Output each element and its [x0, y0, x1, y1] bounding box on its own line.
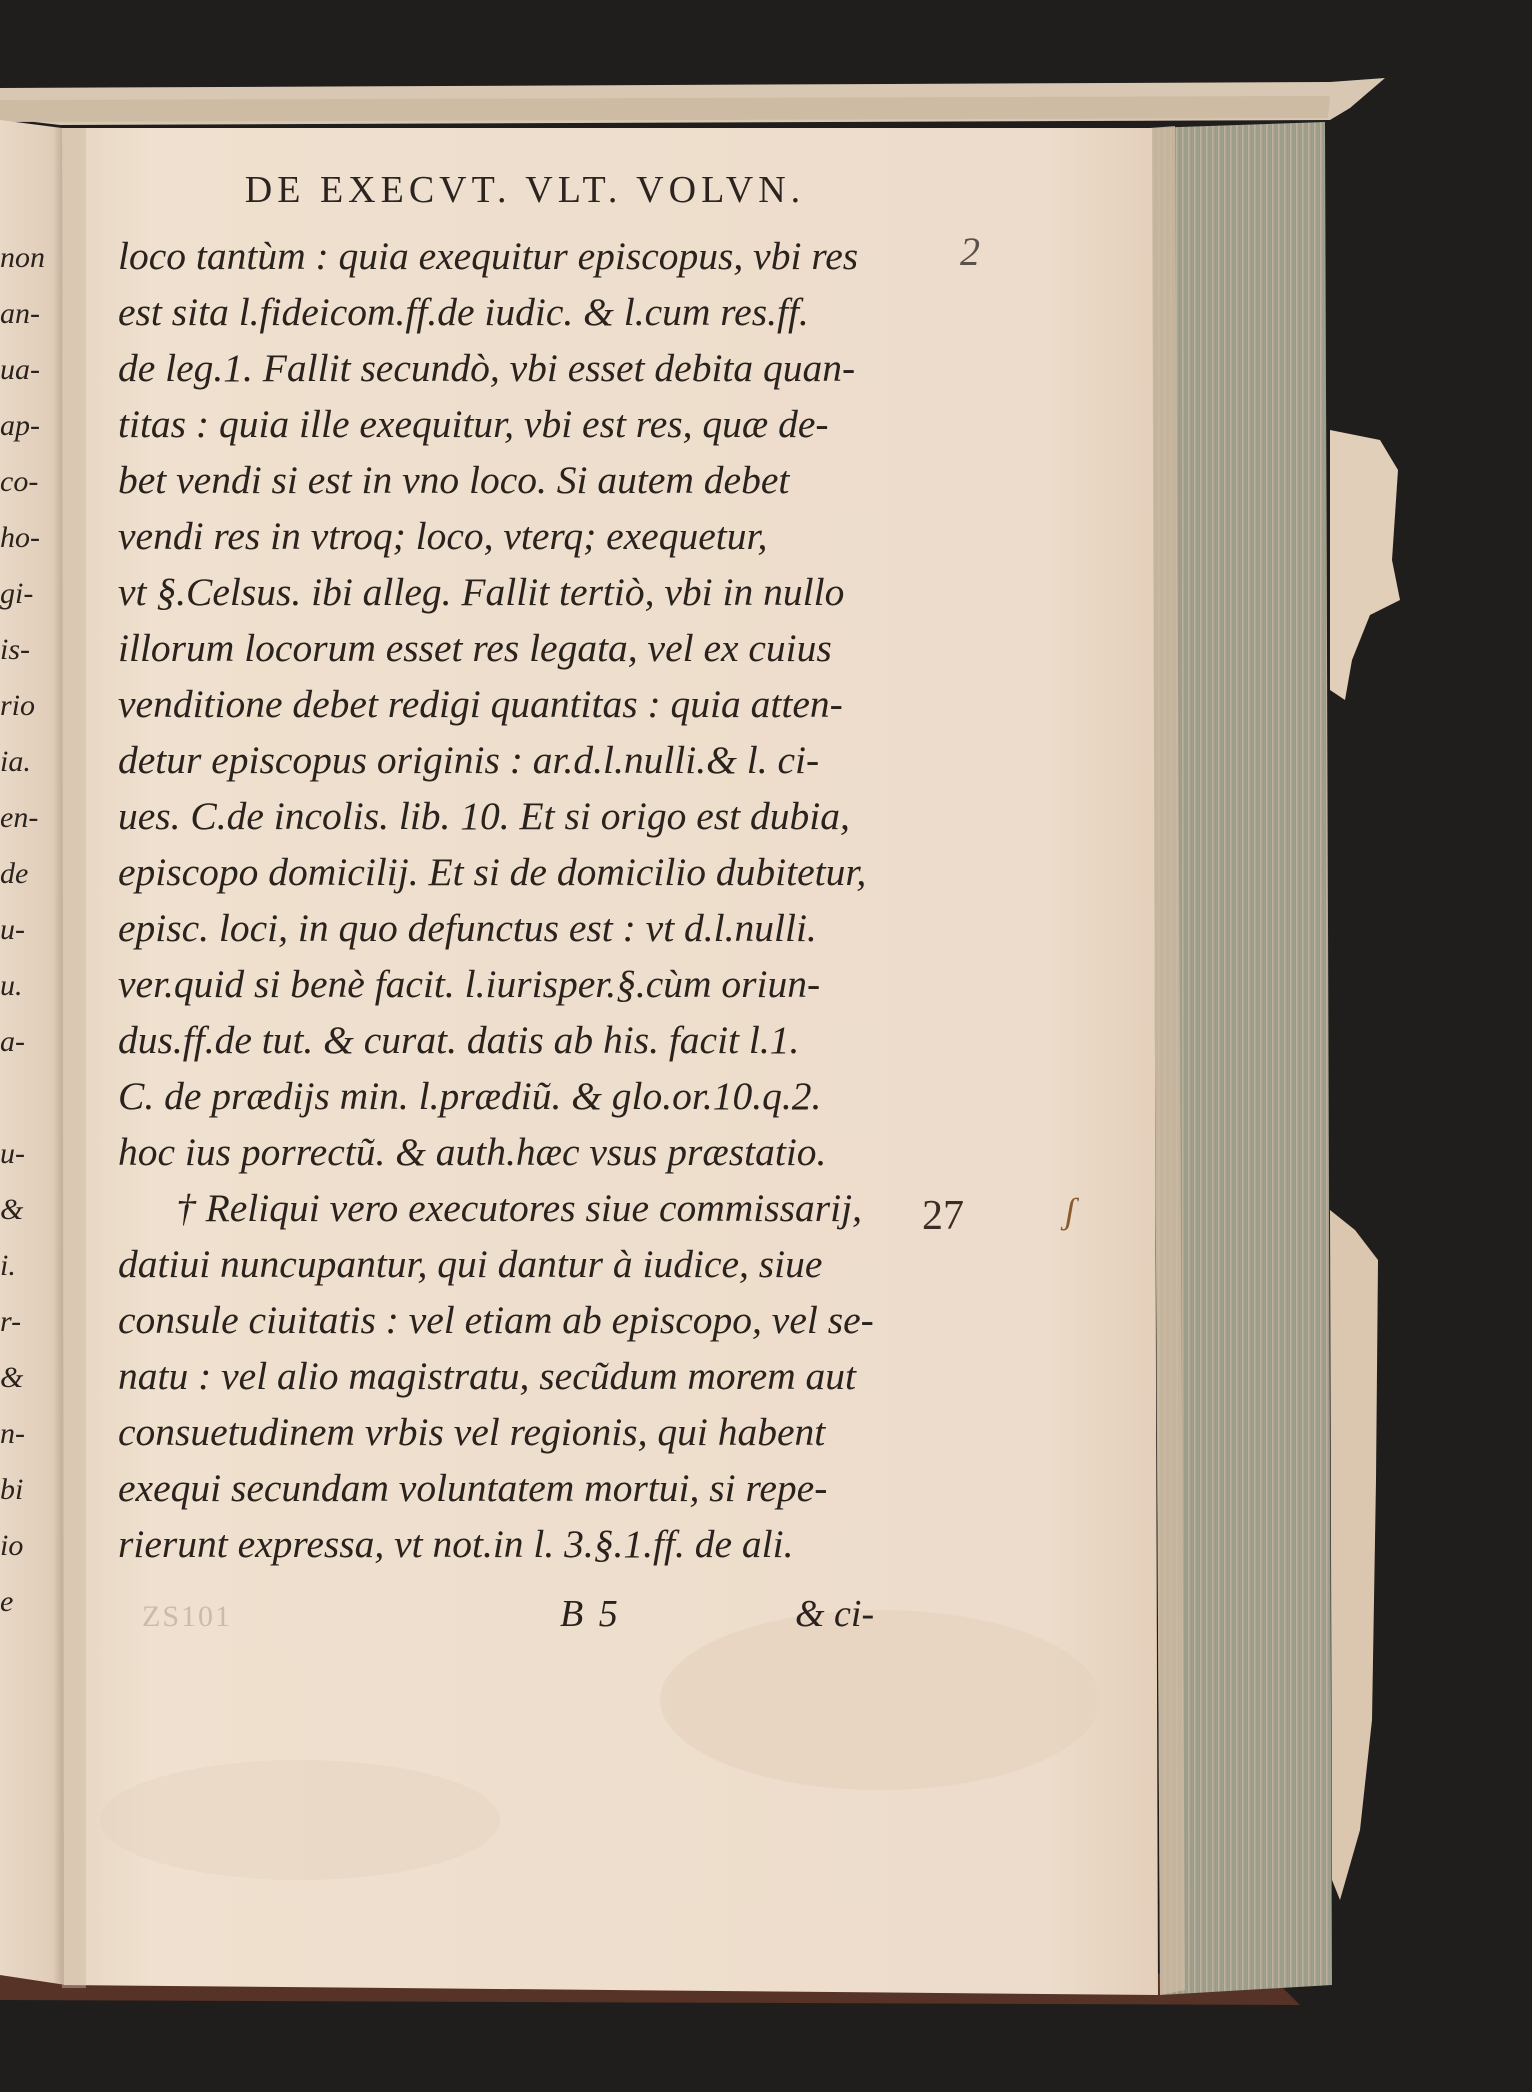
text-line: loco tantùm : quia exequitur episcopus, vbi res	[118, 234, 859, 278]
facing-fragment: io	[0, 1529, 24, 1562]
signature-mark: B 5	[560, 1593, 621, 1635]
body-text	[118, 228, 918, 1572]
ink-mark: ʃ	[1065, 1191, 1076, 1231]
facing-fragment: ho-	[0, 521, 40, 554]
text-line: C. de prædijs min. l.prædiũ. & glo.or.10.q.2.	[118, 1074, 822, 1118]
text-line: bet vendi si est in vno loco. Si autem debet	[118, 458, 790, 502]
text-line: rierunt expressa, vt not.in l. 3.§.1.ff. de ali.	[118, 1522, 794, 1566]
facing-fragment: bi	[0, 1473, 24, 1506]
facing-fragment: ia.	[0, 745, 31, 778]
text-line: consule ciuitatis : vel etiam ab episcopo, vel se-	[118, 1298, 874, 1342]
margin-note-top: 2	[960, 229, 980, 274]
facing-fragment: co-	[0, 465, 39, 498]
text-line: ues. C.de incolis. lib. 10. Et si origo est dubia,	[118, 794, 850, 838]
text-line: vendi res in vtroq; loco, vterq; exequetur,	[118, 514, 768, 558]
facing-fragment: an-	[0, 297, 40, 330]
facing-fragment: gi-	[0, 577, 34, 610]
text-line: dus.ff.de tut. & curat. datis ab his. facit l.1.	[118, 1018, 800, 1062]
facing-fragment	[0, 1070, 58, 1126]
text-line: ver.quid si benè facit. l.iurisper.§.cùm oriun-	[118, 962, 821, 1006]
facing-fragment: de	[0, 857, 29, 890]
text-line: consuetudinem vrbis vel regionis, qui habent	[118, 1410, 826, 1454]
text-line: vt §.Celsus. ibi alleg. Fallit tertiò, vbi in nullo	[118, 570, 845, 614]
text-line: natu : vel alio magistratu, secũdum morem aut	[118, 1354, 856, 1398]
facing-fragment: e	[0, 1585, 14, 1618]
facing-fragment: u.	[0, 969, 23, 1002]
facing-fragment: non	[0, 241, 45, 274]
section-number: 27	[922, 1193, 964, 1239]
facing-fragment: u-	[0, 1137, 25, 1170]
facing-fragment: ua-	[0, 353, 40, 386]
text-line: episc. loci, in quo defunctus est : vt d.l.nulli.	[118, 906, 817, 950]
facing-fragment: n-	[0, 1417, 25, 1450]
text-line: venditione debet redigi quantitas : quia atten-	[118, 682, 843, 726]
facing-fragment: &	[0, 1361, 24, 1394]
facing-fragment: &	[0, 1193, 24, 1226]
facing-fragment: is-	[0, 633, 30, 666]
text-line: de leg.1. Fallit secundò, vbi esset debita quan-	[118, 346, 856, 390]
facing-fragment: rio	[0, 689, 36, 722]
faded-stamp: ZS101	[142, 1600, 233, 1633]
text-line: detur episcopus originis : ar.d.l.nulli.& l. ci-	[118, 738, 820, 782]
running-head: DE EXECVT. VLT. VOLVN.	[244, 169, 806, 211]
facing-fragment: u-	[0, 913, 25, 946]
facing-fragment: a-	[0, 1025, 25, 1058]
text-line: exequi secundam voluntatem mortui, si repe-	[118, 1466, 828, 1510]
facing-page-fragments	[0, 230, 58, 1630]
text-line: episcopo domicilij. Et si de domicilio dubitetur,	[118, 850, 867, 894]
text-line: † Reliqui vero executores siue commissarij,	[176, 1186, 862, 1230]
text-line: illorum locorum esset res legata, vel ex cuius	[118, 626, 832, 670]
facing-fragment: ap-	[0, 409, 40, 442]
text-line: hoc ius porrectũ. & auth.hæc vsus præstatio.	[118, 1130, 827, 1174]
facing-fragment: i.	[0, 1249, 16, 1282]
text-line: datiui nuncupantur, qui dantur à iudice, siue	[118, 1242, 823, 1286]
facing-fragment: r-	[0, 1305, 22, 1338]
text-line: est sita l.fideicom.ff.de iudic. & l.cum res.ff.	[118, 290, 809, 334]
catchword: & ci-	[795, 1593, 875, 1635]
facing-fragment: en-	[0, 801, 39, 834]
text-line: titas : quia ille exequitur, vbi est res, quæ de-	[118, 402, 829, 446]
